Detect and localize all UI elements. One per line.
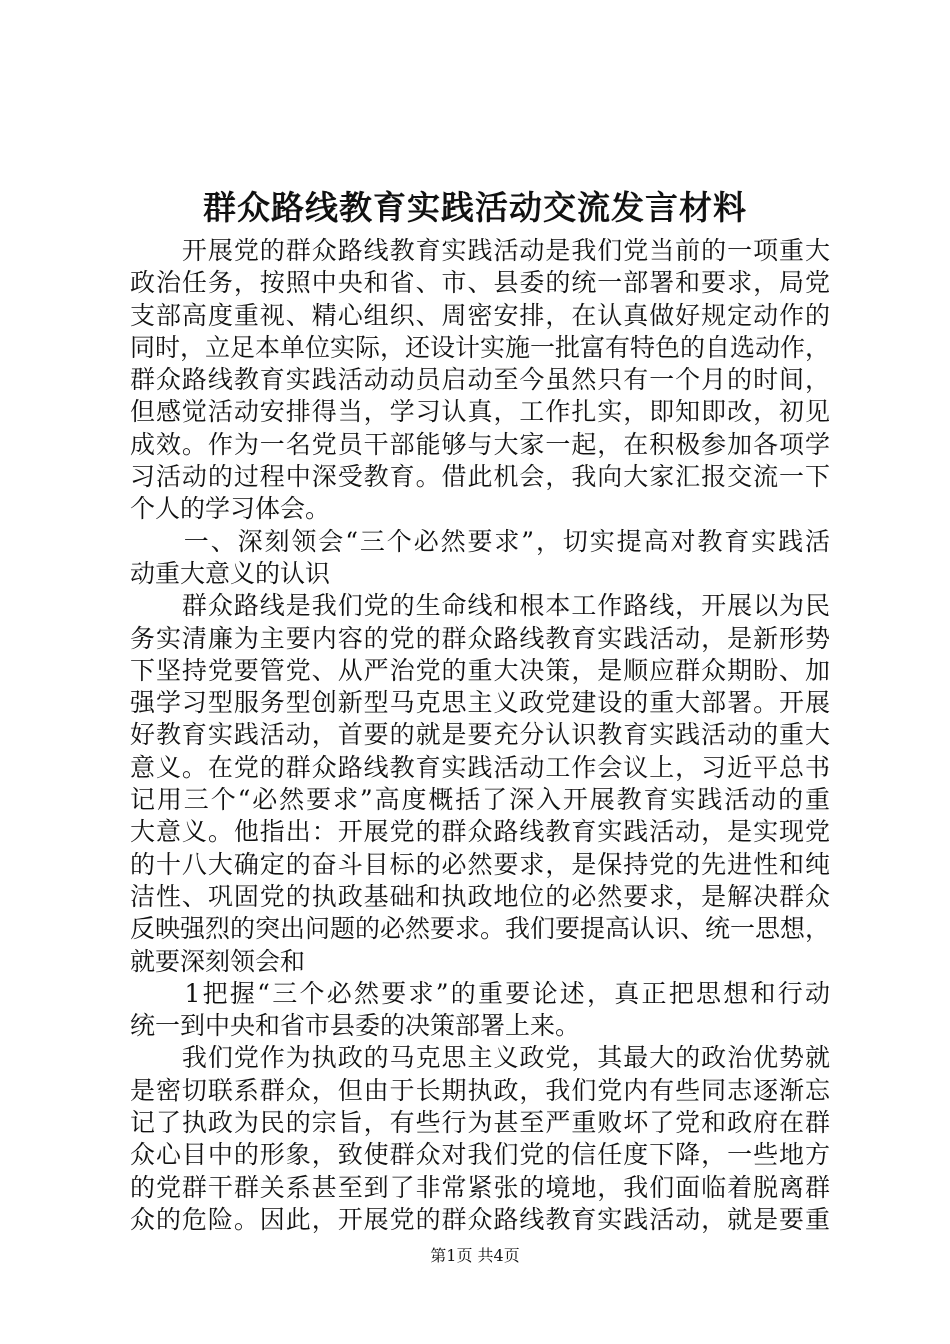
text-line: 的党群干群关系甚至到了非常紧张的境地，我们面临着脱离群 xyxy=(130,1172,830,1202)
text-line: 洁性、巩固党的执政基础和执政地位的必然要求，是解决群众 xyxy=(130,881,830,911)
text-line: 是密切联系群众，但由于长期执政，我们党内有些同志逐渐忘 xyxy=(130,1075,830,1105)
text-line: 同时，立足本单位实际，还设计实施一批富有特色的自选动作， xyxy=(130,332,831,362)
text-line: 众心目中的形象，致使群众对我们党的信任度下降，一些地方 xyxy=(130,1140,830,1170)
text-line: 动重大意义的认识 xyxy=(130,558,331,588)
text-line: 群众路线教育实践活动动员启动至今虽然只有一个月的时间， xyxy=(130,365,830,395)
text-line: 的十八大确定的奋斗目标的必然要求，是保持党的先进性和纯 xyxy=(130,849,830,879)
text-line: 成效。作为一名党员干部能够与大家一起，在积极参加各项学 xyxy=(130,429,830,459)
text-line: 下坚持党要管党、从严治党的重大决策，是顺应群众期盼、加 xyxy=(130,655,830,685)
page-footer: 第1页 共4页 xyxy=(430,1246,520,1265)
text-line: 个人的学习体会。 xyxy=(130,494,331,524)
text-line: 习活动的过程中深受教育。借此机会，我向大家汇报交流一下 xyxy=(130,462,830,492)
text-line: 统一到中央和省市县委的决策部署上来。 xyxy=(130,1011,581,1041)
text-line: 开展党的群众路线教育实践活动是我们党当前的一项重大 xyxy=(130,236,830,265)
text-line: 强学习型服务型创新型马克思主义政党建设的重大部署。开展 xyxy=(130,688,830,718)
text-line: 但感觉活动安排得当，学习认真，工作扎实，即知即改，初见 xyxy=(130,397,830,427)
text-line: 一、深刻领会“三个必然要求”，切实提高对教育实践活 xyxy=(130,526,830,556)
text-line: 众的危险。因此，开展党的群众路线教育实践活动，就是要重 xyxy=(130,1204,830,1234)
text-line: 记了执政为民的宗旨，有些行为甚至严重败坏了党和政府在群 xyxy=(130,1108,830,1138)
document-body xyxy=(130,235,830,1236)
text-line: 务实清廉为主要内容的党的群众路线教育实践活动，是新形势 xyxy=(130,623,830,653)
text-line: 1把握“三个必然要求”的重要论述，真正把思想和行动 xyxy=(130,978,830,1008)
text-line: 意义。在党的群众路线教育实践活动工作会议上，习近平总书 xyxy=(130,752,830,782)
text-line: 我们党作为执政的马克思主义政党，其最大的政治优势就 xyxy=(130,1043,830,1073)
text-line: 群众路线是我们党的生命线和根本工作路线，开展以为民 xyxy=(130,591,830,621)
text-line: 就要深刻领会和 xyxy=(130,946,306,976)
text-line: 反映强烈的突出问题的必然要求。我们要提高认识、统一思想， xyxy=(130,914,831,944)
text-line: 好教育实践活动，首要的就是要充分认识教育实践活动的重大 xyxy=(130,720,830,750)
text-line: 记用三个“必然要求”高度概括了深入开展教育实践活动的重 xyxy=(130,785,830,815)
document-title: 群众路线教育实践活动交流发言材料 xyxy=(203,188,747,227)
text-line: 政治任务，按照中央和省、市、县委的统一部署和要求，局党 xyxy=(130,268,830,298)
text-line: 大意义。他指出：开展党的群众路线教育实践活动，是实现党 xyxy=(130,817,830,847)
text-line: 支部高度重视、精心组织、周密安排，在认真做好规定动作的 xyxy=(130,300,830,330)
